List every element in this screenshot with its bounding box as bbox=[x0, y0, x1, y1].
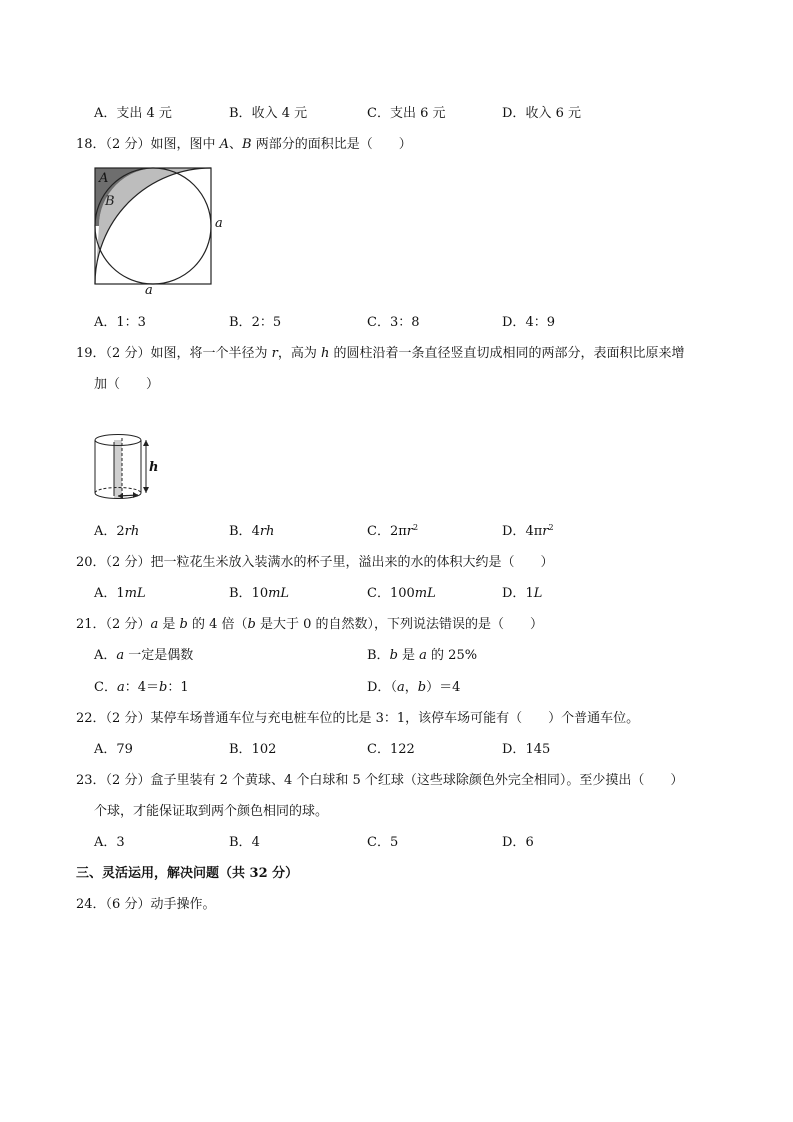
q20-option-b: B．10mL bbox=[229, 586, 290, 601]
q23-stem-line2: 个球，才能保证取到两个颜色相同的球。 bbox=[94, 804, 329, 819]
q20-stem: 20．（2 分）把一粒花生米放入装满水的杯子里，溢出来的水的体积大约是（ ） bbox=[76, 555, 554, 570]
q23-option-c: C．5 bbox=[367, 835, 399, 850]
q20-option-d: D．1L bbox=[502, 586, 543, 601]
q19-stem: 19．（2 分）如图，将一个半径为 r，高为 h 的圆柱沿着一条直径竖直切成相同的两部分，表面积比原来增 bbox=[76, 346, 685, 361]
q17-option-a: A．支出 4 元 bbox=[94, 106, 172, 121]
q19-figure bbox=[88, 428, 168, 506]
q19-option-c: C．$2\pi r^2$ bbox=[367, 523, 419, 539]
q22-option-b: B．102 bbox=[229, 742, 277, 757]
label-a: A bbox=[99, 171, 109, 186]
q21-option-c: C．a：4＝b：1 bbox=[94, 680, 189, 695]
q22-option-d: D．145 bbox=[502, 742, 551, 757]
q19-option-d: D．$4\pi r^2$ bbox=[502, 523, 554, 539]
q20-option-c: C．100mL bbox=[367, 586, 436, 601]
q18-option-d: D．4：9 bbox=[502, 315, 555, 330]
q22-option-a: A．79 bbox=[94, 742, 133, 757]
q23-stem: 23．（2 分）盒子里装有 2 个黄球、4 个白球和 5 个红球（这些球除颜色外完全相同）。至少摸出（ ） bbox=[76, 773, 684, 788]
height-label: h bbox=[149, 460, 159, 475]
q23-option-d: D．6 bbox=[502, 835, 534, 850]
q19-stem-line2: 加（ ） bbox=[94, 377, 160, 392]
q24-stem: 24．（6 分）动手操作。 bbox=[76, 897, 216, 912]
q17-option-d: D．收入 6 元 bbox=[502, 106, 581, 121]
q20-option-a: A．1mL bbox=[94, 586, 146, 601]
q22-option-c: C．122 bbox=[367, 742, 415, 757]
q21-option-a: A．a 一定是偶数 bbox=[94, 648, 194, 663]
side-label-bottom: a bbox=[145, 283, 153, 295]
q19-option-a: A．2rh bbox=[94, 524, 140, 539]
q17-option-b: B．收入 4 元 bbox=[229, 106, 308, 121]
q21-option-d: D．（a，b）＝4 bbox=[367, 680, 461, 695]
q18-figure bbox=[88, 160, 238, 295]
radius-arrowhead-right bbox=[133, 492, 138, 498]
q18-option-c: C．3：8 bbox=[367, 315, 420, 330]
height-arrowhead-top bbox=[143, 440, 149, 446]
side-label-right: a bbox=[215, 216, 223, 231]
q21-option-b: B．b 是 a 的 25% bbox=[367, 648, 478, 663]
height-arrowhead-bottom bbox=[143, 487, 149, 493]
q18-stem: 18．（2 分）如图，图中 A、B 两部分的面积比是（ ） bbox=[76, 137, 412, 152]
section-3-title: 三、灵活运用，解决问题（共 32 分） bbox=[76, 866, 299, 881]
q17-option-c: C．支出 6 元 bbox=[367, 106, 446, 121]
q22-stem: 22．（2 分）某停车场普通车位与充电桩车位的比是 3：1，该停车场可能有（ ）个普通车位。 bbox=[76, 711, 640, 726]
q18-option-b: B．2：5 bbox=[229, 315, 282, 330]
cut-plane bbox=[114, 440, 122, 499]
q19-option-b: B．4rh bbox=[229, 524, 275, 539]
q23-option-b: B．4 bbox=[229, 835, 260, 850]
q21-stem: 21．（2 分）a 是 b 的 4 倍（b 是大于 0 的自然数），下列说法错误的是（ ） bbox=[76, 617, 543, 632]
inscribed-circle bbox=[95, 168, 211, 284]
q18-option-a: A．1：3 bbox=[94, 315, 146, 330]
label-b: B bbox=[105, 194, 115, 209]
q23-option-a: A．3 bbox=[94, 835, 125, 850]
